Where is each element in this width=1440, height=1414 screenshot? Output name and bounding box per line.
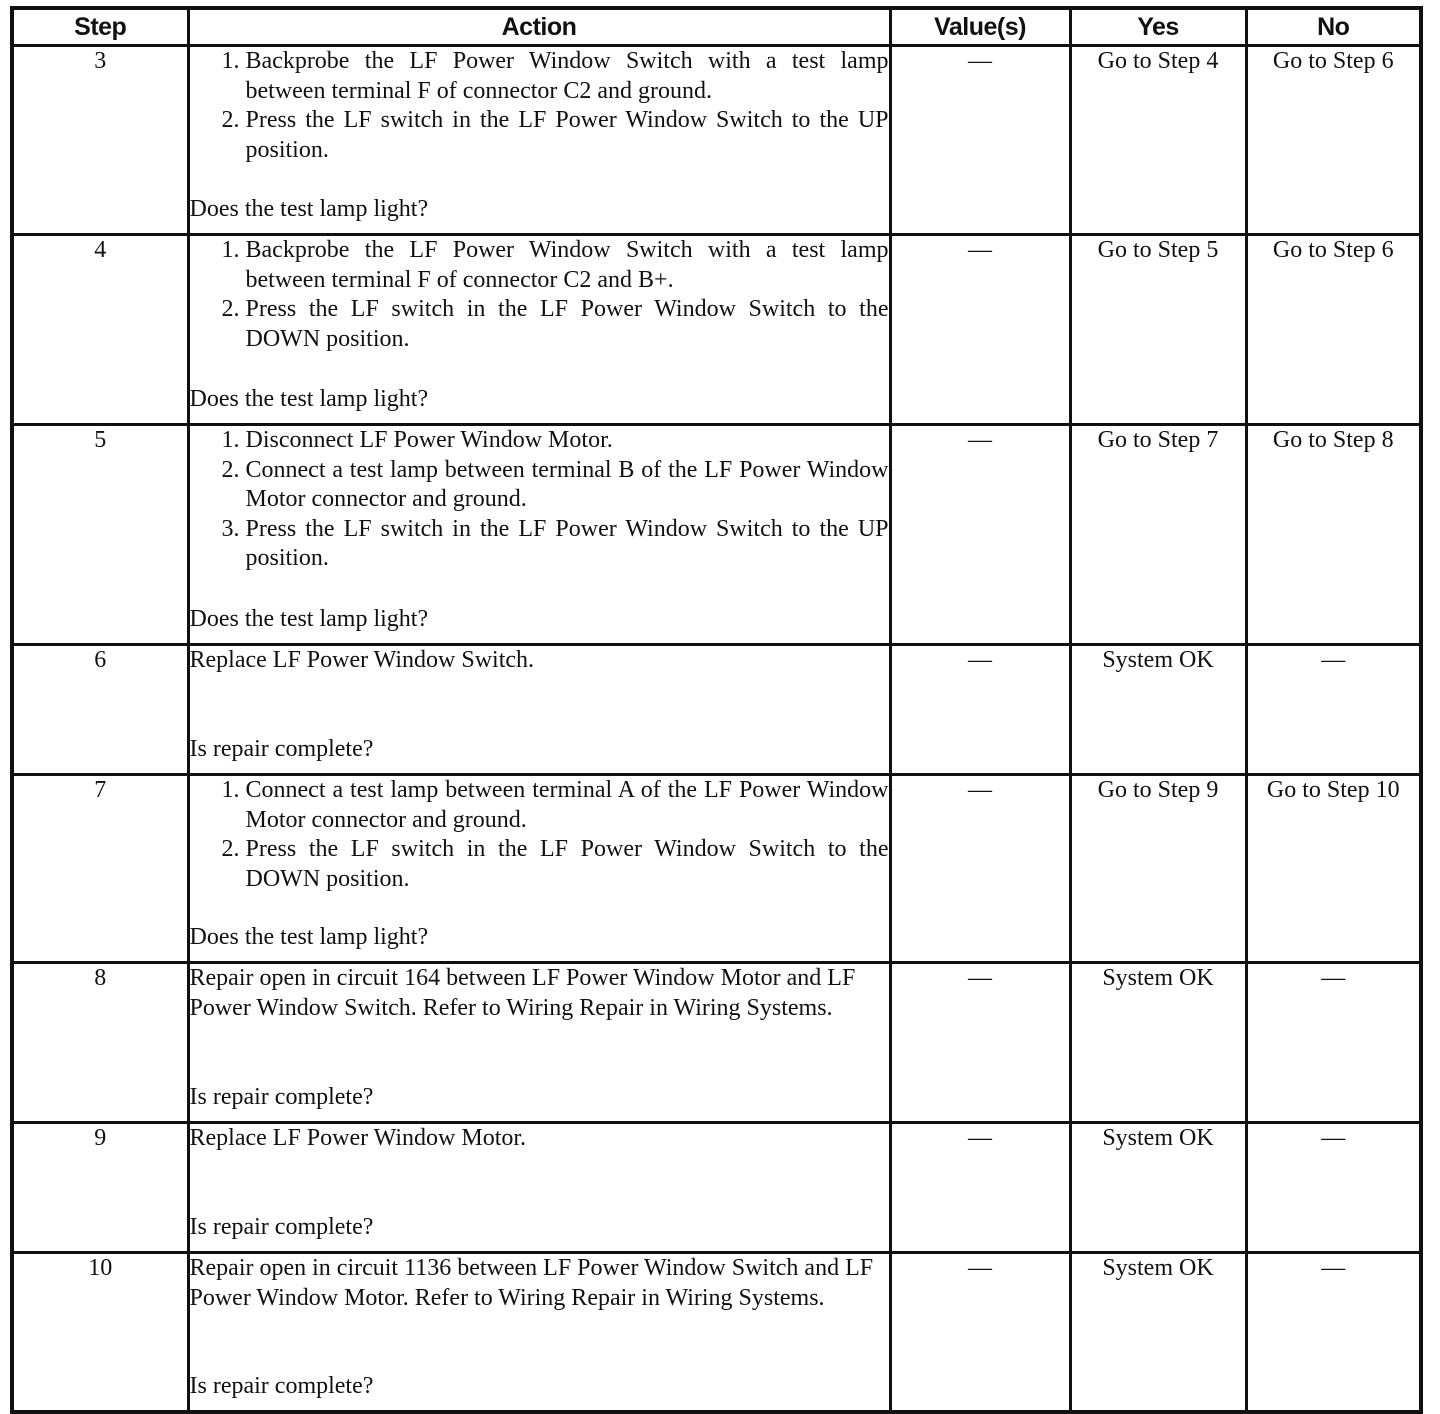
no-cell: — [1246, 1253, 1421, 1413]
table-body [12, 46, 1421, 1413]
action-step-item: 1. Backprobe the LF Power Window Switch with a test lamp between terminal F of connector C2 and ground. [246, 47, 889, 106]
step-number: 9 [12, 1123, 188, 1253]
table-row [12, 425, 1421, 645]
value-cell: — [890, 46, 1070, 235]
table-row [12, 1123, 1421, 1253]
step-number: 8 [12, 963, 188, 1123]
action-steps-list [190, 426, 889, 574]
yes-cell: Go to Step 9 [1070, 775, 1246, 963]
action-text: Repair open in circuit 1136 between LF Power Window Switch and LF Power Window Motor. Refer to Wiring Repair in Wiring Systems. [189, 1255, 874, 1311]
step-number: 3 [12, 46, 188, 235]
action-cell [188, 425, 890, 645]
table-row [12, 645, 1421, 775]
action-question: Does the test lamp light? [189, 605, 429, 632]
action-step-item: 1. Disconnect LF Power Window Motor. [246, 426, 889, 456]
no-cell: Go to Step 6 [1246, 46, 1421, 235]
value-cell: — [890, 425, 1070, 645]
step-number: 6 [12, 645, 188, 775]
yes-cell: System OK [1070, 645, 1246, 775]
table-row [12, 46, 1421, 235]
action-content [190, 47, 889, 224]
action-step-item: 3. Press the LF switch in the LF Power Window Switch to the UP position. [246, 515, 889, 574]
action-step-item: 1. Backprobe the LF Power Window Switch with a test lamp between terminal F of connector C2 and B+. [246, 236, 889, 295]
value-cell: — [890, 235, 1070, 425]
step-number: 10 [12, 1253, 188, 1413]
action-steps-list [190, 47, 889, 165]
yes-cell: Go to Step 4 [1070, 46, 1246, 235]
action-steps-list [190, 776, 889, 894]
yes-cell: Go to Step 5 [1070, 235, 1246, 425]
value-cell: — [890, 645, 1070, 775]
action-question: Does the test lamp light? [189, 195, 429, 222]
header-yes: Yes [1070, 8, 1246, 46]
action-step-item: 1. Connect a test lamp between terminal A of the LF Power Window Motor connector and ground. [246, 776, 889, 835]
action-question: Is repair complete? [189, 1372, 374, 1399]
action-steps-list [190, 236, 889, 354]
header-row [12, 8, 1421, 46]
action-question: Does the test lamp light? [189, 923, 429, 950]
action-content [190, 646, 889, 764]
action-step-item: 2. Press the LF switch in the LF Power Window Switch to the DOWN position. [246, 295, 889, 354]
action-cell [188, 1123, 890, 1253]
action-cell [188, 235, 890, 425]
step-number: 4 [12, 235, 188, 425]
yes-cell: Go to Step 7 [1070, 425, 1246, 645]
action-content [190, 776, 889, 952]
step-number: 5 [12, 425, 188, 645]
header-action: Action [188, 8, 890, 46]
no-cell: Go to Step 6 [1246, 235, 1421, 425]
no-cell: — [1246, 1123, 1421, 1253]
yes-cell: System OK [1070, 1253, 1246, 1413]
no-cell: Go to Step 8 [1246, 425, 1421, 645]
action-content [190, 1254, 889, 1401]
step-number: 7 [12, 775, 188, 963]
action-content [190, 236, 889, 414]
action-cell [188, 775, 890, 963]
value-cell: — [890, 775, 1070, 963]
action-question: Is repair complete? [189, 735, 374, 762]
action-cell [188, 46, 890, 235]
header-no: No [1246, 8, 1421, 46]
value-cell: — [890, 963, 1070, 1123]
action-content [190, 426, 889, 634]
action-text: Replace LF Power Window Switch. [189, 647, 535, 673]
no-cell: Go to Step 10 [1246, 775, 1421, 963]
table-row [12, 1253, 1421, 1413]
value-cell: — [890, 1253, 1070, 1413]
table-row [12, 775, 1421, 963]
no-cell: — [1246, 645, 1421, 775]
action-cell [188, 1253, 890, 1413]
header-step: Step [12, 8, 188, 46]
header-values: Value(s) [890, 8, 1070, 46]
action-cell [188, 645, 890, 775]
table-row [12, 963, 1421, 1123]
action-step-item: 2. Press the LF switch in the LF Power Window Switch to the DOWN position. [246, 835, 889, 894]
yes-cell: System OK [1070, 1123, 1246, 1253]
yes-cell: System OK [1070, 963, 1246, 1123]
action-content [190, 964, 889, 1112]
no-cell: — [1246, 963, 1421, 1123]
value-cell: — [890, 1123, 1070, 1253]
action-question: Does the test lamp light? [189, 385, 429, 412]
action-question: Is repair complete? [189, 1083, 374, 1110]
action-content [190, 1124, 889, 1242]
diagnostic-table [10, 6, 1423, 1414]
action-cell [188, 963, 890, 1123]
action-text: Replace LF Power Window Motor. [189, 1125, 527, 1151]
action-step-item: 2. Press the LF switch in the LF Power Window Switch to the UP position. [246, 106, 889, 165]
action-text: Repair open in circuit 164 between LF Power Window Motor and LF Power Window Switch. Refer to Wiring Repair in Wiring Systems. [189, 965, 856, 1021]
action-step-item: 2. Connect a test lamp between terminal B of the LF Power Window Motor connector and ground. [246, 456, 889, 515]
action-question: Is repair complete? [189, 1213, 374, 1240]
table-row [12, 235, 1421, 425]
